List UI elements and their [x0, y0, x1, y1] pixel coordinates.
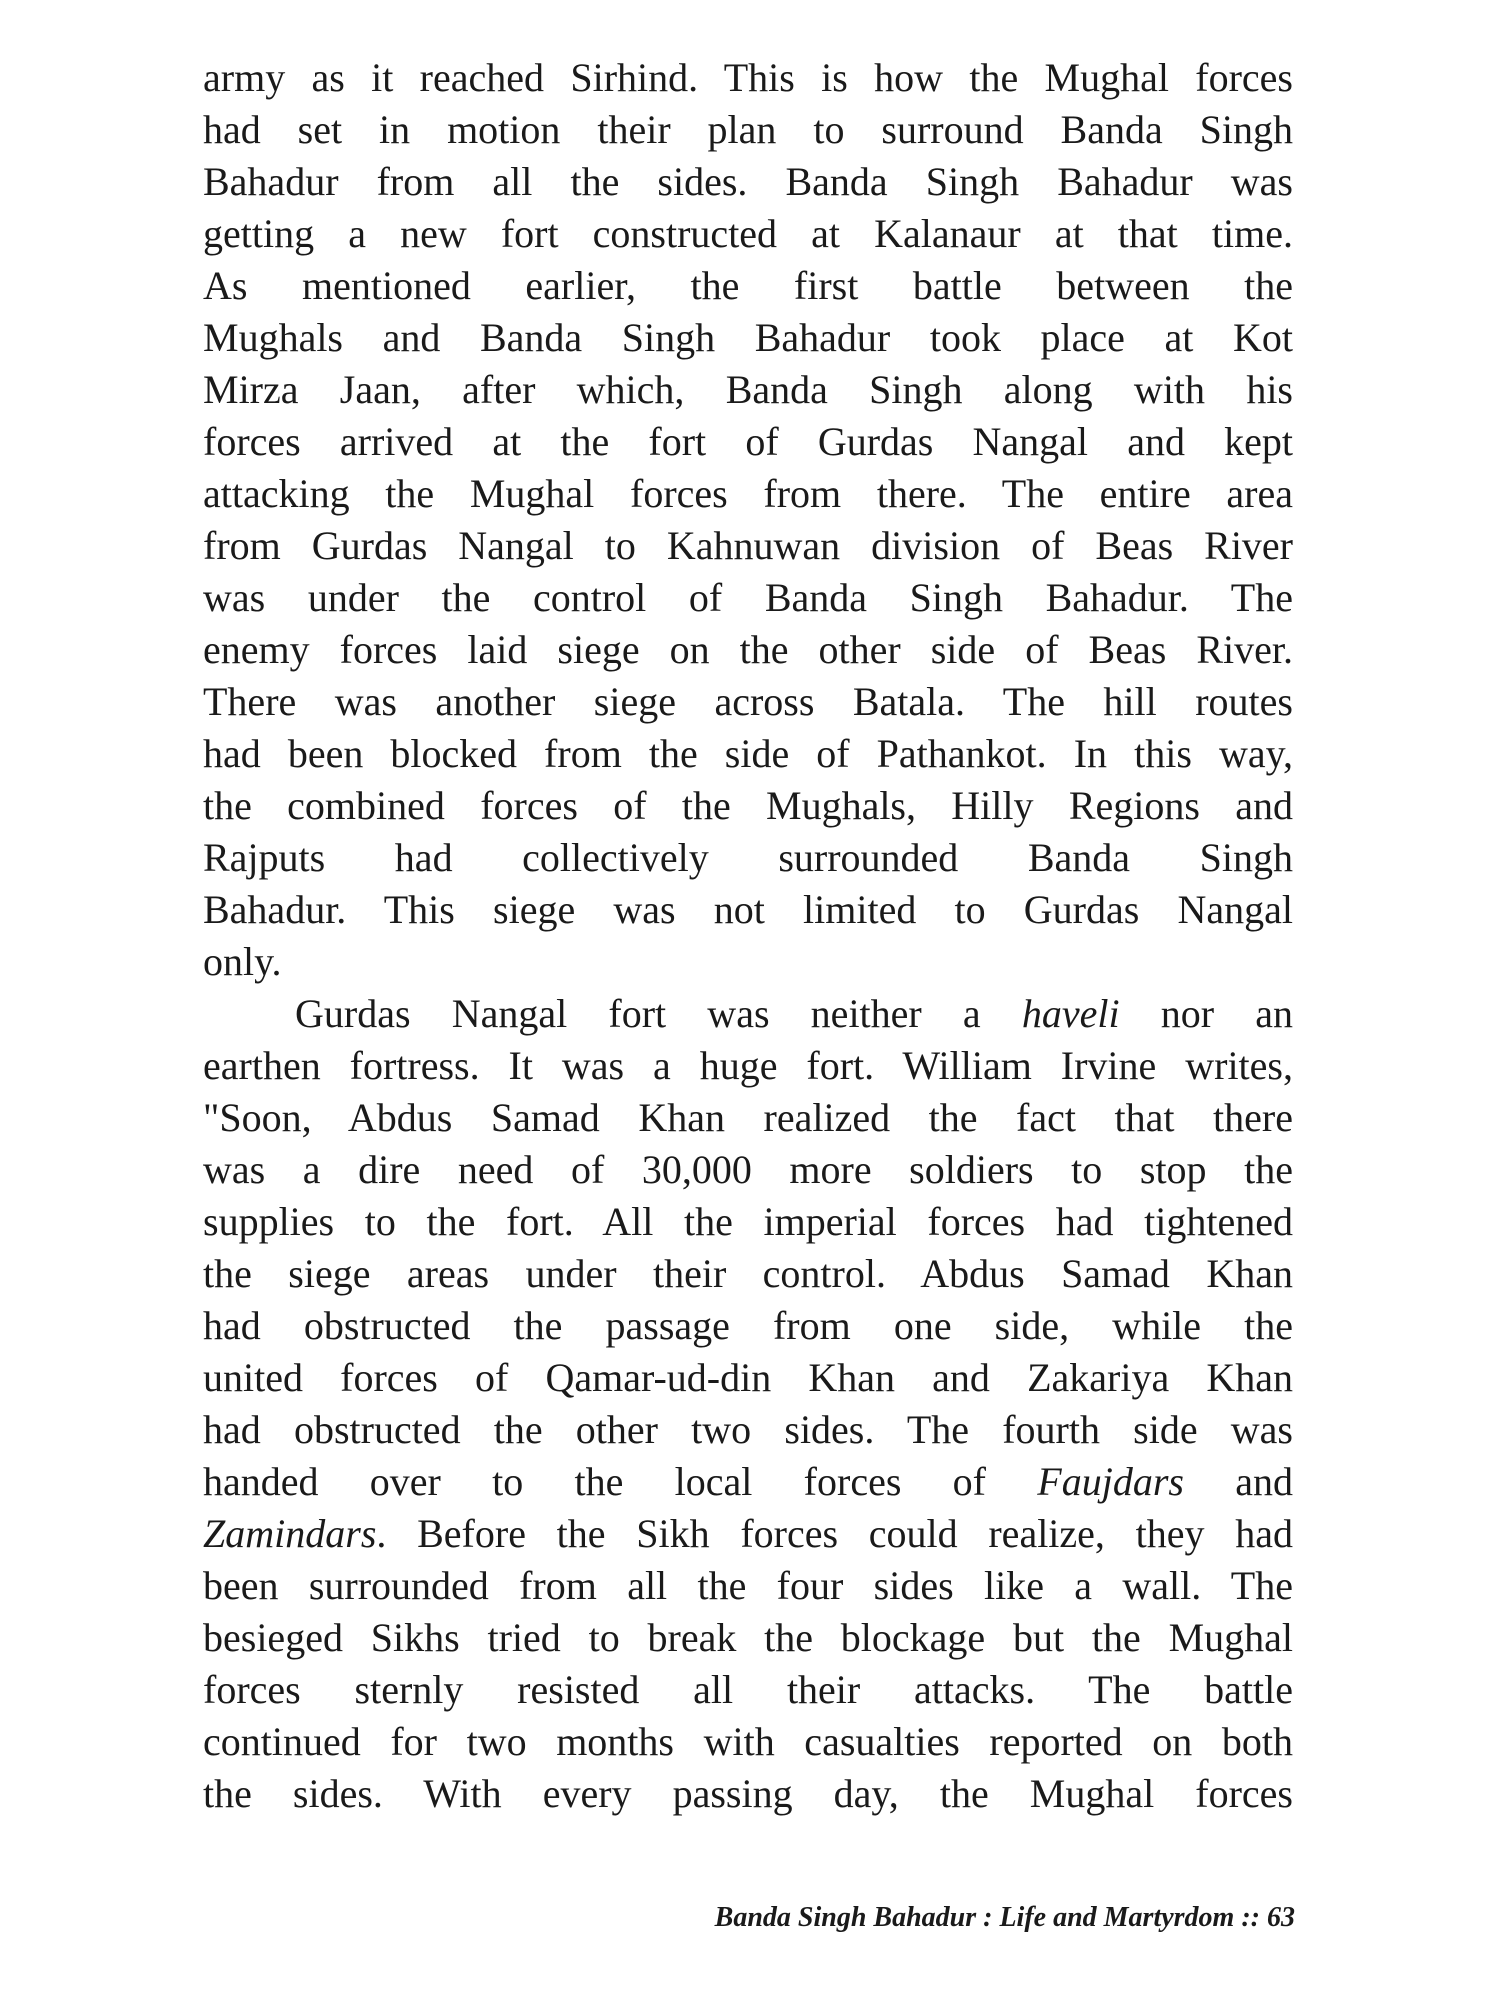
- text-line: As mentioned earlier, the first battle between the: [203, 263, 1293, 308]
- text-line: was a dire need of 30,000 more soldiers to stop the: [203, 1147, 1293, 1192]
- text-line: had set in motion their plan to surround Banda Singh: [203, 107, 1293, 152]
- text-line: earthen fortress. It was a huge fort. William Irvine writes,: [203, 1043, 1293, 1088]
- text-line: from Gurdas Nangal to Kahnuwan division of Beas River: [203, 523, 1293, 568]
- text-line: attacking the Mughal forces from there. The entire area: [203, 471, 1293, 516]
- text-line: the combined forces of the Mughals, Hilly Regions and: [203, 783, 1293, 828]
- text-line: forces arrived at the fort of Gurdas Nangal and kept: [203, 419, 1293, 464]
- text-line: army as it reached Sirhind. This is how the Mughal forces: [203, 55, 1293, 100]
- italic-term: haveli: [1021, 991, 1120, 1036]
- text-run: nor an: [1160, 991, 1293, 1036]
- text-line: Mughals and Banda Singh Bahadur took place at Kot: [203, 315, 1293, 360]
- text-line: Mirza Jaan, after which, Banda Singh along with his: [203, 367, 1293, 412]
- text-line: forces sternly resisted all their attacks. The battle: [203, 1667, 1293, 1712]
- text-line: only.: [203, 939, 282, 984]
- text-line: continued for two months with casualties reported on both: [203, 1719, 1293, 1764]
- italic-term: Faujdars: [1037, 1459, 1184, 1504]
- paragraph-2: [203, 988, 1293, 1820]
- text-line: had obstructed the passage from one side, while the: [203, 1303, 1293, 1348]
- text-line: enemy forces laid siege on the other side of Beas River.: [203, 627, 1293, 672]
- text-run: and: [1235, 1459, 1293, 1504]
- text-line: Rajputs had collectively surrounded Banda Singh: [203, 835, 1293, 880]
- text-line: was under the control of Banda Singh Bahadur. The: [203, 575, 1293, 620]
- text-run: . Before the Sikh forces could realize, they had: [376, 1511, 1293, 1556]
- text-line: supplies to the fort. All the imperial forces had tightened: [203, 1199, 1293, 1244]
- text-line: Bahadur from all the sides. Banda Singh Bahadur was: [203, 159, 1293, 204]
- text-run: handed over to the local forces of: [203, 1459, 986, 1504]
- text-line: been surrounded from all the four sides like a wall. The: [203, 1563, 1293, 1608]
- text-run: Gurdas Nangal fort was neither a: [295, 991, 981, 1036]
- text-line: the sides. With every passing day, the Mughal forces: [203, 1771, 1293, 1816]
- italic-term: Zamindars: [203, 1511, 377, 1556]
- text-line: besieged Sikhs tried to break the blockage but the Mughal: [203, 1615, 1293, 1660]
- text-line: [203, 988, 1293, 1040]
- text-line: [203, 1456, 1293, 1508]
- text-line: had been blocked from the side of Pathankot. In this way,: [203, 731, 1293, 776]
- text-line: There was another siege across Batala. The hill routes: [203, 679, 1293, 724]
- body-text: [203, 52, 1293, 1820]
- text-line: had obstructed the other two sides. The fourth side was: [203, 1407, 1293, 1452]
- running-footer: Banda Singh Bahadur : Life and Martyrdom :: 63: [714, 1902, 1295, 1933]
- paragraph-1: [203, 52, 1293, 988]
- text-line: "Soon, Abdus Samad Khan realized the fact that there: [203, 1095, 1293, 1140]
- text-line: Bahadur. This siege was not limited to Gurdas Nangal: [203, 887, 1293, 932]
- text-line: the siege areas under their control. Abdus Samad Khan: [203, 1251, 1293, 1296]
- text-line: [203, 1508, 1293, 1560]
- text-line: united forces of Qamar-ud-din Khan and Zakariya Khan: [203, 1355, 1293, 1400]
- text-line: getting a new fort constructed at Kalanaur at that time.: [203, 211, 1293, 256]
